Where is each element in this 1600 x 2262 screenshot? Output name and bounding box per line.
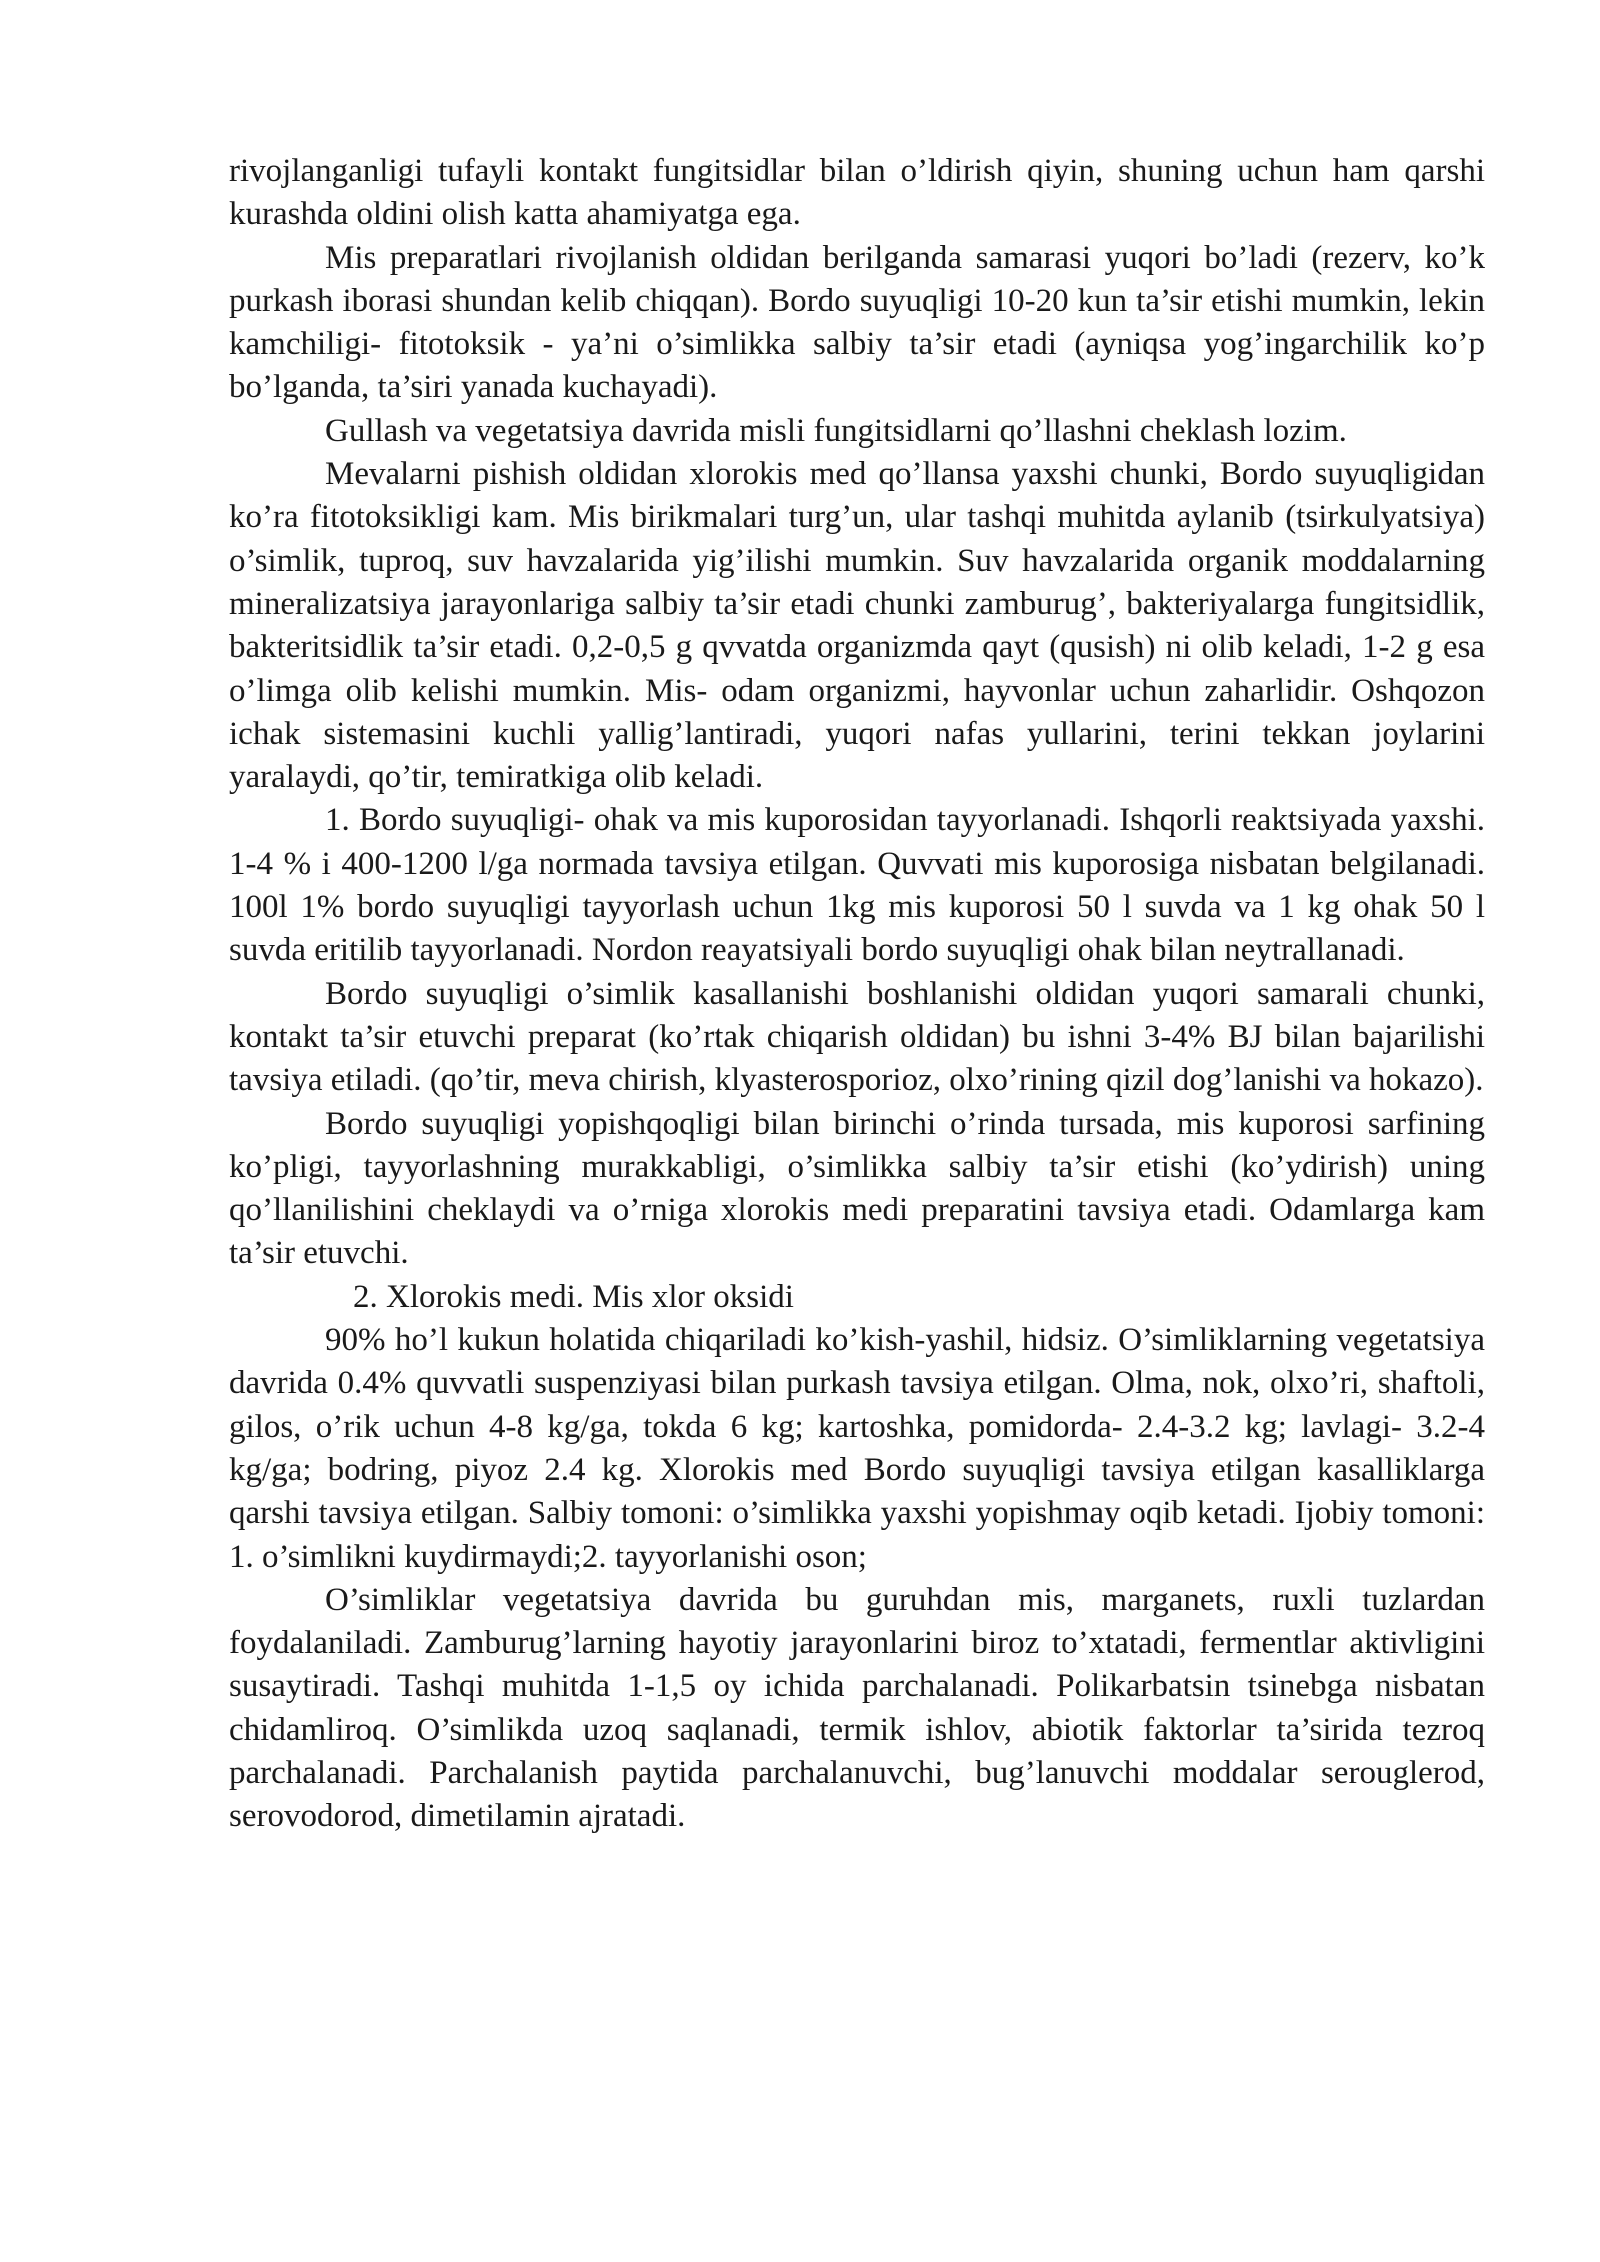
paragraph-continuation: rivojlanganligi tufayli kontakt fungitsidlar bilan o’ldirish qiyin, shuning uchun ham qarshi kurashda oldini olish katta ahamiyatga ega. — [229, 153, 1485, 233]
paragraph-salts-usage: O’simliklar vegetatsiya davrida bu guruhdan mis, marganets, ruxli tuzlardan foydalaniladi. Zamburug’larning hayotiy jarayonlarini biroz to’xtatadi, fermentlar aktivligini susaytiradi. Tashqi muhitda 1-1,5 oy ichida parchalanadi. Polikarbatsin tsinebga nisbatan chidamliroq. O’simlikda uzoq saqlanadi, termik ishlov, abiotik faktorlar ta’sirida tezroq parchalanadi. Parchalanish paytida parchalanuvchi, bug’lanuvchi moddalar serouglerod, serovodorod, dimetilamin ajratadi. — [229, 1581, 1485, 1835]
paragraph-toxicity: Mevalarni pishish oldidan xlorokis med qo’llansa yaxshi chunki, Bordo suyuqligidan ko’ra fitotoksikligi kam. Mis birikmalari turg’un, ular tashqi muhitda aylanib (tsirkulyatsiya) o’simlik, tuproq, suv havzalarida yig’ilishi mumkin. Suv havzalarida organik moddalarning mineralizatsiya jarayonlariga salbiy ta’sir etadi chunki zamburug’, bakteriyalarga fungitsidlik, bakteritsidlik ta’sir etadi. 0,2-0,5 g qvvatda organizmda qayt (qusish) ni olib keladi, 1-2 g esa o’limga olib kelishi mumkin. Mis- odam organizmi, hayvonlar uchun zaharlidir. Oshqozon ichak sistemasini kuchli yallig’lantiradi, yuqori nafas yullarini, terini tekkan joylarini yaralaydi, qo’tir, temiratkiga olib keladi. — [229, 456, 1485, 796]
paragraph-bordeaux-mixture: 1. Bordo suyuqligi- ohak va mis kuporosidan tayyorlanadi. Ishqorli reaktsiyada yaxshi. 1-4 % i 400-1200 l/ga normada tavsiya etilgan. Quvvati mis kuporosiga nisbatan belgilanadi. 100l 1% bordo suyuqligi tayyorlash uchun 1kg mis kuporosi 50 l suvda va 1 kg ohak 50 l suvda eritilib tayyorlanadi. Nordon reayatsiyali bordo suyuqligi ohak bilan neytrallanadi. — [229, 802, 1485, 969]
document-page — [229, 150, 1485, 1839]
paragraph-flowering-restriction: Gullash va vegetatsiya davrida misli fungitsidlarni qo’llashni cheklash lozim. — [325, 412, 1347, 449]
section-heading-copper-oxychloride: 2. Xlorokis medi. Mis xlor oksidi — [353, 1278, 794, 1315]
paragraph-bordeaux-efficacy: Bordo suyuqligi o’simlik kasallanishi boshlanishi oldidan yuqori samarali chunki, kontakt ta’sir etuvchi preparat (ko’rtak chiqarish oldidan) bu ishni 3-4% BJ bilan bajarilishi tavsiya etiladi. (qo’tir, meva chirish, klyasterosporioz, olxo’rining qizil dog’lanishi va hokazo). — [229, 975, 1485, 1099]
paragraph-bordeaux-drawbacks: Bordo suyuqligi yopishqoqligi bilan birinchi o’rinda tursada, mis kuporosi sarfining ko’pligi, tayyorlashning murakkabligi, o’simlikka salbiy ta’sir etishi (ko’ydirish) uning qo’llanilishini cheklaydi va o’rniga xlorokis medi preparatini tavsiya etadi. Odamlarga kam ta’sir etuvchi. — [229, 1105, 1485, 1272]
paragraph-oxychloride-usage: 90% ho’l kukun holatida chiqariladi ko’kish-yashil, hidsiz. O’simliklarning vegetatsiya davrida 0.4% quvvatli suspenziyasi bilan purkash tavsiya etilgan. Olma, nok, olxo’ri, shaftoli, gilos, o’rik uchun 4-8 kg/ga, tokda 6 kg; kartoshka, pomidorda- 2.4-3.2 kg; lavlagi- 3.2-4 kg/ga; bodring, piyoz 2.4 kg. Xlorokis med Bordo suyuqligi tavsiya etilgan kasalliklarga qarshi tavsiya etilgan. Salbiy tomoni: o’simlikka yaxshi yopishmay oqib ketadi. Ijobiy tomoni: 1. o’simlikni kuydirmaydi;2. tayyorlanishi oson; — [229, 1322, 1485, 1575]
paragraph-copper-preparations: Mis preparatlari rivojlanish oldidan berilganda samarasi yuqori bo’ladi (rezerv, ko’k purkash iborasi shundan kelib chiqqan). Bordo suyuqligi 10-20 kun ta’sir etishi mumkin, lekin kamchiligi- fitotoksik - ya’ni o’simlikka salbiy ta’sir etadi (ayniqsa yog’ingarchilik ko’p bo’lganda, ta’siri yanada kuchayadi). — [229, 239, 1485, 406]
